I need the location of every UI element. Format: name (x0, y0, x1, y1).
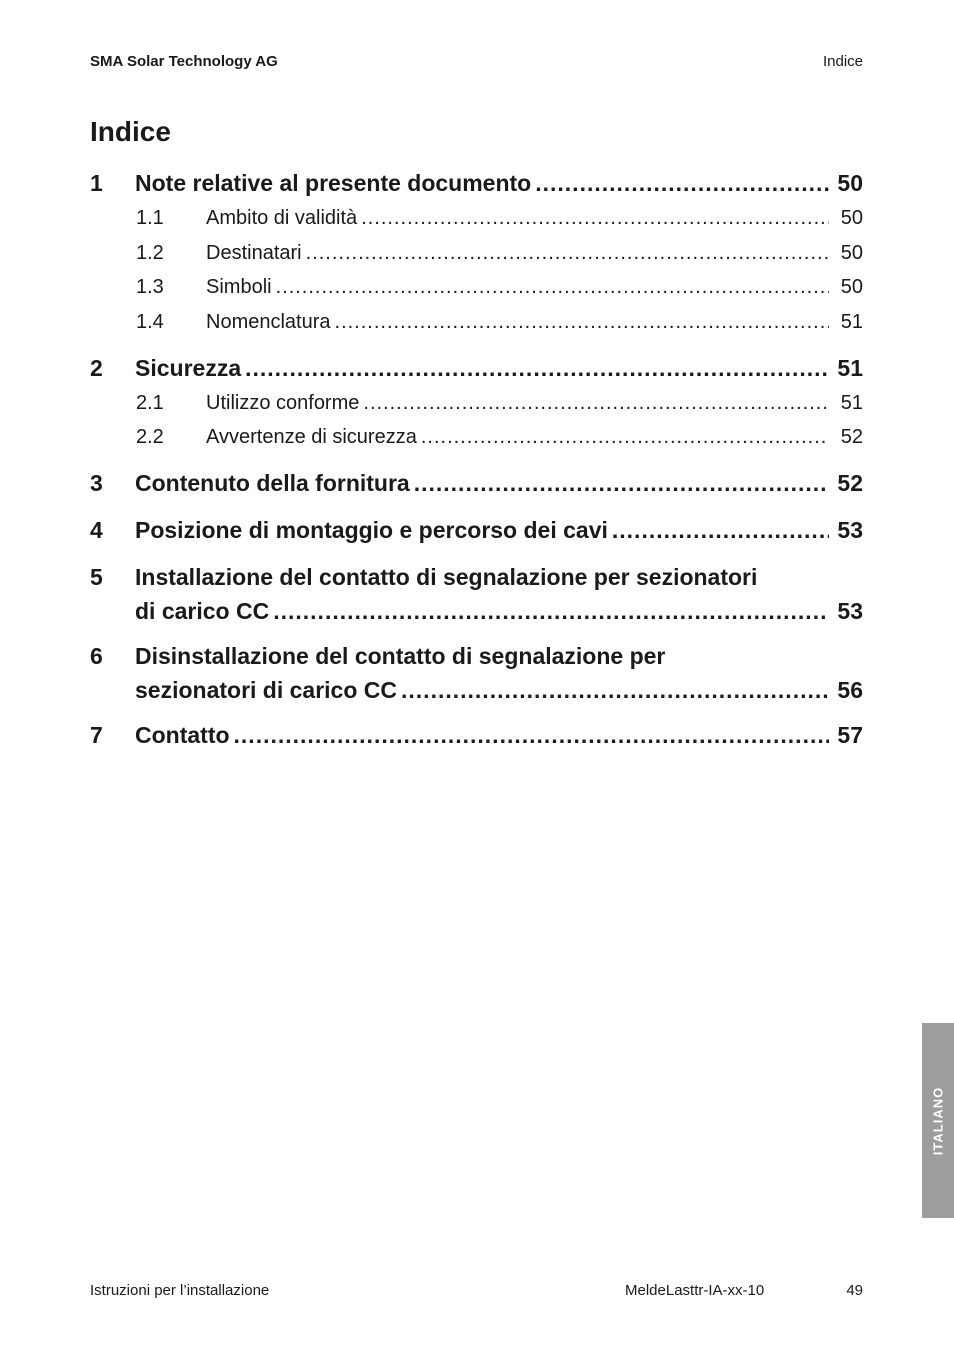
toc-page: 53 (837, 598, 863, 624)
toc-page: 50 (840, 276, 863, 298)
toc-page: 52 (837, 470, 863, 496)
toc-number: 3 (90, 470, 103, 496)
toc-leader (361, 207, 829, 230)
toc-leader (401, 677, 829, 704)
toc-title: Destinatari (206, 242, 302, 264)
toc-title-line: Installazione del contatto di segnalazione per sezionatori (135, 564, 758, 590)
toc-number: 1.2 (136, 242, 164, 264)
toc-page: 50 (840, 207, 863, 229)
toc-title: Posizione di montaggio e percorso dei cavi (135, 517, 608, 543)
toc-page: 51 (840, 311, 863, 333)
toc-number: 2.2 (136, 426, 164, 448)
header-section: Indice (822, 53, 863, 70)
toc-leader (421, 426, 829, 449)
toc-number: 1.1 (136, 207, 164, 229)
toc-title: Utilizzo conforme (206, 392, 360, 414)
toc-leader (335, 311, 829, 334)
toc-entry[interactable] (90, 242, 863, 265)
toc-leader (612, 517, 829, 544)
toc-page: 50 (840, 242, 863, 264)
toc-entry[interactable] (90, 392, 863, 415)
toc-entry[interactable] (90, 722, 863, 749)
toc-number: 4 (90, 517, 103, 543)
toc-leader (363, 392, 829, 415)
toc-title: Contatto (135, 722, 230, 748)
toc-number: 1 (90, 170, 103, 196)
toc-leader (234, 722, 829, 749)
toc-entry[interactable] (90, 355, 863, 382)
toc-number: 6 (90, 643, 103, 669)
footer-doc-title: Istruzioni per l’installazione (90, 1282, 270, 1299)
toc-entry[interactable] (90, 643, 863, 704)
toc-title: Sicurezza (135, 355, 242, 381)
toc-number: 1.4 (136, 311, 164, 333)
toc-title: Contenuto della fornitura (135, 470, 410, 496)
toc-page: 51 (837, 355, 863, 381)
toc-page: 53 (837, 517, 863, 543)
toc-number: 2.1 (136, 392, 164, 414)
toc-entry[interactable] (90, 470, 863, 497)
toc-entry[interactable] (90, 517, 863, 544)
toc-page: 50 (837, 170, 863, 196)
toc-number: 5 (90, 564, 103, 590)
toc-title: Avvertenze di sicurezza (206, 426, 417, 448)
language-tab (922, 1023, 954, 1218)
toc-number: 7 (90, 722, 103, 748)
toc-entry[interactable] (90, 426, 863, 449)
footer-page-number: 49 (846, 1282, 863, 1299)
toc-number: 2 (90, 355, 103, 381)
toc-entry[interactable] (90, 564, 863, 625)
toc-page: 57 (837, 722, 863, 748)
toc-entry[interactable] (90, 170, 863, 197)
toc-leader (276, 276, 829, 299)
toc-leader (414, 470, 829, 497)
header-company: SMA Solar Technology AG (90, 53, 278, 70)
toc-entry[interactable] (90, 311, 863, 334)
toc-leader (306, 242, 829, 265)
toc-leader (535, 170, 829, 197)
toc-page: 56 (837, 677, 863, 703)
toc-page: 52 (840, 426, 863, 448)
toc-title: Nomenclatura (206, 311, 331, 333)
toc-title: Ambito di validità (206, 207, 358, 229)
toc-leader (273, 598, 829, 625)
toc-title-line: sezionatori di carico CC (135, 677, 398, 703)
toc-entry[interactable] (90, 207, 863, 230)
toc-number: 1.3 (136, 276, 164, 298)
toc-title: Simboli (206, 276, 272, 298)
toc-title-line: Disinstallazione del contatto di segnalazione per (135, 643, 666, 669)
toc-page: 51 (840, 392, 863, 414)
toc-entry[interactable] (90, 276, 863, 299)
toc-leader (245, 355, 829, 382)
toc-title-line: di carico CC (135, 598, 270, 624)
page-title: Indice (90, 116, 171, 147)
footer-doc-code: MeldeLasttr-IA-xx-10 (625, 1282, 765, 1299)
language-tab-label: ITALIANO (930, 1086, 946, 1155)
toc-title: Note relative al presente documento (135, 170, 532, 196)
